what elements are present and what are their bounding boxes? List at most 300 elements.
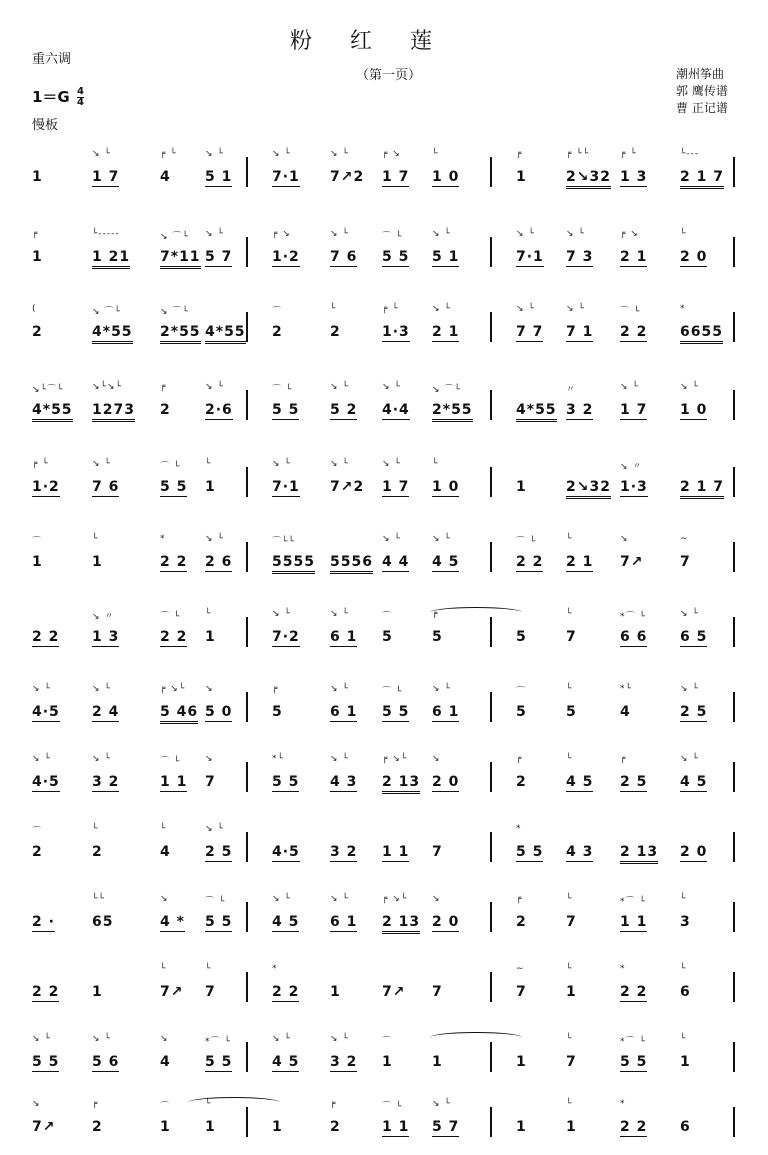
note-beat: 2 — [516, 914, 527, 930]
technique-mark: └ — [566, 1034, 573, 1044]
note-beat: 5 5 — [382, 704, 410, 720]
note-beat: 4*55 — [205, 324, 246, 344]
note-beat: 7 6 — [330, 249, 358, 265]
technique-mark: ↘ 〃 — [92, 612, 115, 622]
technique-mark: ↘ └ — [205, 149, 224, 159]
technique-mark: *└ — [620, 684, 632, 694]
technique-mark: * — [620, 964, 626, 974]
note-beat: 5 — [432, 629, 443, 645]
technique-mark: └ — [566, 684, 573, 694]
note-beat: 1 — [92, 984, 103, 1000]
bar-line — [490, 390, 492, 420]
technique-mark: *⌒ └ — [620, 897, 646, 907]
technique-mark: ↘ — [160, 1034, 169, 1044]
bar-line — [733, 972, 735, 1002]
tie-arc — [430, 607, 522, 618]
note-beat: 1 0 — [680, 402, 708, 418]
mode-label: 重六调 — [32, 52, 72, 67]
note-beat: 2 13 — [382, 774, 420, 794]
note-beat: 4·4 — [382, 402, 410, 418]
note-beat: 2 2 — [272, 984, 300, 1000]
technique-mark: ↘ └ — [272, 894, 291, 904]
bar-line — [490, 617, 492, 647]
note-beat: 2 2 — [620, 1119, 648, 1135]
note-beat: 2↘32 — [566, 479, 611, 499]
note-beat: 5 5 — [516, 844, 544, 860]
note-beat: 7 — [566, 629, 577, 645]
technique-mark: * — [516, 824, 522, 834]
technique-mark: ╒ — [516, 149, 523, 159]
note-beat: 1 21 — [92, 249, 130, 269]
note-beat: 7↗ — [620, 554, 644, 570]
note-beat: 2 4 — [92, 704, 120, 720]
note-beat: 2 — [92, 844, 103, 860]
technique-mark: └ — [680, 229, 687, 239]
time-sig-den: 4 — [76, 97, 84, 108]
note-beat: 2 13 — [382, 914, 420, 934]
technique-mark: └ — [92, 534, 99, 544]
technique-mark: ╒ └└ — [566, 149, 590, 159]
technique-mark: ╒ — [516, 754, 523, 764]
credit-notator: 曹 正记谱 — [676, 101, 728, 115]
note-beat: 5 5 — [272, 774, 300, 790]
note-beat: 1 — [205, 629, 216, 645]
score-line — [0, 1095, 768, 1155]
key-label: 1＝G — [32, 88, 70, 106]
note-beat: 1·2 — [32, 479, 60, 495]
technique-mark: ↘ └ — [566, 304, 585, 314]
note-beat: 7↗ — [382, 984, 406, 1000]
technique-mark: └ — [680, 964, 687, 974]
note-beat: 5 — [382, 629, 393, 645]
technique-mark: ↘ └ — [680, 382, 699, 392]
bar-line — [246, 617, 248, 647]
bar-line — [246, 832, 248, 862]
note-beat: 7↗2 — [330, 169, 365, 185]
note-beat: 1 — [566, 1119, 577, 1135]
technique-mark: ╒ ↘ — [272, 229, 291, 239]
technique-mark: ↘ └ — [330, 229, 349, 239]
technique-mark: ↘ 〃 — [620, 462, 643, 472]
technique-mark: ↘ — [205, 684, 214, 694]
technique-mark: └ — [205, 1099, 212, 1109]
technique-mark: ╒ └ — [382, 304, 399, 314]
technique-mark: ↘ — [620, 534, 629, 544]
note-beat: 2 — [92, 1119, 103, 1135]
note-beat: 1273 — [92, 402, 135, 422]
note-beat: 1 3 — [620, 169, 648, 185]
score-title: 粉红莲 — [290, 29, 471, 54]
technique-mark: ↘ └ — [205, 382, 224, 392]
technique-mark: ⌒ └ — [272, 385, 293, 395]
technique-mark: ↘ └ — [330, 459, 349, 469]
technique-mark: ↘ └ — [680, 609, 699, 619]
note-beat: 1 7 — [382, 479, 410, 495]
technique-mark: ↘ — [205, 754, 214, 764]
note-beat: 2 13 — [620, 844, 658, 864]
score-line — [0, 378, 768, 438]
score-line — [0, 820, 768, 880]
technique-mark: ⌒ └ — [160, 612, 181, 622]
note-beat: 6655 — [680, 324, 723, 344]
note-beat: 1 — [680, 1054, 691, 1070]
note-beat: 6 1 — [330, 914, 358, 930]
note-beat: 2 0 — [680, 249, 708, 265]
technique-mark: 〃 — [566, 385, 577, 395]
bar-line — [733, 762, 735, 792]
technique-mark: └ — [205, 609, 212, 619]
technique-mark: └--- — [680, 149, 700, 159]
technique-mark: ↘ └ — [330, 684, 349, 694]
technique-mark: ↘ └ — [272, 1034, 291, 1044]
note-beat: 5 5 — [32, 1054, 60, 1070]
note-beat: 7 — [566, 914, 577, 930]
note-beat: 7·1 — [272, 479, 300, 495]
technique-mark: ⌒ — [272, 307, 283, 317]
note-beat: 5 2 — [330, 402, 358, 418]
technique-mark: * — [620, 1099, 626, 1109]
note-beat: 7 3 — [566, 249, 594, 265]
bar-line — [733, 1107, 735, 1137]
note-beat: 2*55 — [432, 402, 473, 422]
note-beat: 1 1 — [382, 1119, 410, 1135]
technique-mark: ↘ └ — [330, 1034, 349, 1044]
time-sig-num: 4 — [76, 86, 84, 97]
technique-mark: ╒ ↘ — [620, 229, 639, 239]
technique-mark: └ — [680, 1034, 687, 1044]
bar-line — [490, 312, 492, 342]
note-beat: 7↗ — [32, 1119, 56, 1135]
credit-transmitter: 郭 鹰传谱 — [676, 84, 728, 98]
note-beat: 1·3 — [382, 324, 410, 340]
technique-mark: ╒ — [160, 382, 167, 392]
note-beat: 2 0 — [680, 844, 708, 860]
score-line — [0, 225, 768, 285]
note-beat: 7 — [432, 984, 443, 1000]
bar-line — [246, 237, 248, 267]
bar-line — [246, 312, 248, 342]
score-line — [0, 300, 768, 360]
note-beat: 5 5 — [205, 914, 233, 930]
bar-line — [246, 902, 248, 932]
note-beat: 7 — [566, 1054, 577, 1070]
technique-mark: └----- — [92, 229, 120, 239]
bar-line — [733, 390, 735, 420]
note-beat: 2 6 — [205, 554, 233, 570]
technique-mark: ↘ └ — [432, 304, 451, 314]
technique-mark: ╒ └ — [620, 149, 637, 159]
bar-line — [490, 692, 492, 722]
score-line — [0, 530, 768, 590]
bar-line — [246, 692, 248, 722]
technique-mark: ↘ — [160, 894, 169, 904]
bar-line — [733, 312, 735, 342]
technique-mark: ↘ — [32, 1099, 41, 1109]
note-beat: 1 7 — [92, 169, 120, 185]
tie-arc — [188, 1097, 280, 1108]
technique-mark: ╒ — [92, 1099, 99, 1109]
note-beat: 5 5 — [382, 249, 410, 265]
technique-mark: *⌒ └ — [205, 1037, 231, 1047]
note-beat: 2 2 — [620, 984, 648, 1000]
note-beat: 4 3 — [330, 774, 358, 790]
technique-mark: └ — [566, 1099, 573, 1109]
bar-line — [733, 157, 735, 187]
note-beat: 2 · — [32, 914, 55, 930]
technique-mark: ↘ └ — [516, 304, 535, 314]
technique-mark: ↘ └ — [330, 609, 349, 619]
note-beat: 4 — [160, 844, 171, 860]
bar-line — [246, 157, 248, 187]
note-beat: 65 — [92, 914, 114, 930]
tempo-label: 慢板 — [32, 118, 59, 133]
note-beat: 5 6 — [92, 1054, 120, 1070]
technique-mark: ↘ └ — [205, 534, 224, 544]
note-beat: 4 — [620, 704, 631, 720]
note-beat: 5 — [272, 704, 283, 720]
technique-mark: └ — [680, 894, 687, 904]
technique-mark: ↘ ⌒└ — [160, 232, 189, 242]
technique-mark: └ — [566, 609, 573, 619]
note-beat: 6 1 — [432, 704, 460, 720]
technique-mark: ↘ └ — [205, 229, 224, 239]
technique-mark: ╒ — [32, 229, 39, 239]
note-beat: 6 — [680, 984, 691, 1000]
technique-mark: ↘ └ — [516, 229, 535, 239]
bar-line — [733, 542, 735, 572]
technique-mark: ╒ — [620, 754, 627, 764]
note-beat: 1 1 — [160, 774, 188, 790]
note-beat: 2 — [272, 324, 283, 340]
note-beat: 2 1 — [566, 554, 594, 570]
technique-mark: └└ — [92, 894, 105, 904]
technique-mark: ⌒└└ — [272, 537, 295, 547]
note-beat: 2 — [32, 324, 43, 340]
bar-line — [733, 237, 735, 267]
note-beat: 4 3 — [566, 844, 594, 860]
note-beat: 2 2 — [32, 629, 60, 645]
note-beat: 2↘32 — [566, 169, 611, 189]
note-beat: 3 2 — [92, 774, 120, 790]
note-beat: 5 5 — [205, 1054, 233, 1070]
note-beat: 2 2 — [160, 554, 188, 570]
note-beat: 4 5 — [680, 774, 708, 790]
note-beat: 2 — [516, 774, 527, 790]
note-beat: 2 — [32, 844, 43, 860]
note-beat: 1 1 — [382, 844, 410, 860]
time-signature — [77, 87, 84, 108]
technique-mark: ↘ └ — [92, 684, 111, 694]
note-beat: 4*55 — [32, 402, 73, 422]
note-beat: 1 — [566, 984, 577, 1000]
technique-mark: ╒ — [330, 1099, 337, 1109]
note-beat: 7·2 — [272, 629, 300, 645]
technique-mark: ⌒ └ — [382, 1102, 403, 1112]
note-beat: 6 — [680, 1119, 691, 1135]
bar-line — [490, 237, 492, 267]
note-beat: 2 — [330, 324, 341, 340]
note-beat: 1 — [32, 169, 43, 185]
technique-mark: ↘ └ — [330, 149, 349, 159]
note-beat: 1 — [516, 1119, 527, 1135]
technique-mark: ↘ └ — [32, 754, 51, 764]
technique-mark: ╒ ↘└ — [382, 754, 408, 764]
note-beat: 2 1 7 — [680, 479, 724, 499]
technique-mark: ↘ ⌒└ — [160, 307, 189, 317]
note-beat: 5 7 — [432, 1119, 460, 1135]
note-beat: 3 2 — [566, 402, 594, 418]
note-beat: 1 — [160, 1119, 171, 1135]
note-beat: 4 * — [160, 914, 185, 930]
note-beat: 1 — [92, 554, 103, 570]
note-beat: 5556 — [330, 554, 373, 574]
note-beat: 1 — [272, 1119, 283, 1135]
note-beat: 2 1 — [432, 324, 460, 340]
technique-mark: ↘ └ — [330, 754, 349, 764]
technique-mark: └ — [566, 534, 573, 544]
bar-line — [246, 972, 248, 1002]
note-beat: 2 2 — [32, 984, 60, 1000]
note-beat: 5 — [516, 629, 527, 645]
note-beat: 7*11 — [160, 249, 201, 269]
note-beat: 4 4 — [382, 554, 410, 570]
technique-mark: ⌒ — [382, 1037, 393, 1047]
technique-mark: *⌒ └ — [620, 1037, 646, 1047]
note-beat: 7·1 — [272, 169, 300, 185]
technique-mark: *⌒ └ — [620, 612, 646, 622]
score-line — [0, 1030, 768, 1090]
technique-mark: ↘ └ — [32, 684, 51, 694]
technique-mark: ↘ └ — [432, 1099, 451, 1109]
note-beat: 5 — [516, 704, 527, 720]
technique-mark: ↘ └ — [205, 824, 224, 834]
technique-mark: ⌒ └ — [382, 687, 403, 697]
technique-mark: ↘ — [432, 894, 441, 904]
note-beat: 6 1 — [330, 704, 358, 720]
technique-mark: ╒ ↘ — [382, 149, 401, 159]
note-beat: 4 5 — [566, 774, 594, 790]
bar-line — [246, 1042, 248, 1072]
bar-line — [490, 157, 492, 187]
technique-mark: ↘ └ — [432, 684, 451, 694]
note-beat: 2 2 — [160, 629, 188, 645]
score-line — [0, 455, 768, 515]
note-beat: 6 1 — [330, 629, 358, 645]
technique-mark: ╒ └ — [160, 149, 177, 159]
note-beat: 5 7 — [205, 249, 233, 265]
note-beat: 1·3 — [620, 479, 648, 495]
score-line — [0, 960, 768, 1020]
tie-arc — [430, 1032, 522, 1043]
note-beat: 5555 — [272, 554, 315, 574]
bar-line — [733, 467, 735, 497]
technique-mark: ╒ — [432, 609, 439, 619]
note-beat: 7 — [680, 554, 691, 570]
technique-mark: ↘ └ — [566, 229, 585, 239]
technique-mark: ↘ — [432, 754, 441, 764]
note-beat: 2 5 — [680, 704, 708, 720]
note-beat: 4*55 — [92, 324, 133, 344]
technique-mark: └ — [160, 824, 167, 834]
note-beat: 4 — [160, 169, 171, 185]
note-beat: 1 — [432, 1054, 443, 1070]
technique-mark: ⌒ └ — [620, 307, 641, 317]
technique-mark: ╒ └ — [32, 459, 49, 469]
bar-line — [246, 1107, 248, 1137]
key-signature — [32, 86, 84, 108]
note-beat: 7↗ — [160, 984, 184, 1000]
note-beat: 2 — [330, 1119, 341, 1135]
technique-mark: └ — [566, 964, 573, 974]
technique-mark: ( — [32, 304, 37, 314]
bar-line — [246, 390, 248, 420]
note-beat: 2 1 7 — [680, 169, 724, 189]
technique-mark: ↘ └ — [92, 459, 111, 469]
technique-mark: ↘ └ — [382, 459, 401, 469]
technique-mark: └ — [92, 824, 99, 834]
note-beat: 5 1 — [432, 249, 460, 265]
note-beat: 6 5 — [680, 629, 708, 645]
note-beat: 1 1 — [620, 914, 648, 930]
note-beat: 2 0 — [432, 914, 460, 930]
note-beat: 1 — [516, 169, 527, 185]
technique-mark: ↘ └ — [32, 1034, 51, 1044]
technique-mark: └ — [330, 304, 337, 314]
page-note: （第一页） — [356, 68, 422, 83]
note-beat: 5 0 — [205, 704, 233, 720]
score-line — [0, 890, 768, 950]
note-beat: 1 — [382, 1054, 393, 1070]
note-beat: 2 1 — [620, 249, 648, 265]
note-beat: 4 5 — [432, 554, 460, 570]
note-beat: 6 6 — [620, 629, 648, 645]
bar-line — [490, 1042, 492, 1072]
bar-line — [246, 542, 248, 572]
technique-mark: ∼ — [680, 534, 689, 544]
technique-mark: ↘ └ — [92, 149, 111, 159]
bar-line — [733, 617, 735, 647]
note-beat: 1 — [32, 249, 43, 265]
note-beat: 2·6 — [205, 402, 233, 418]
note-beat: 1 — [330, 984, 341, 1000]
technique-mark: * — [160, 534, 166, 544]
bar-line — [733, 1042, 735, 1072]
technique-mark: ↘ └ — [620, 382, 639, 392]
note-beat: 1 — [516, 1054, 527, 1070]
note-beat: 7 — [205, 984, 216, 1000]
note-beat: 5 1 — [205, 169, 233, 185]
note-beat: 1 — [516, 479, 527, 495]
note-beat: 7 — [205, 774, 216, 790]
technique-mark: ∼ — [516, 964, 525, 974]
note-beat: 2 — [160, 402, 171, 418]
technique-mark: └ — [160, 964, 167, 974]
technique-mark: ↘ └ — [680, 754, 699, 764]
bar-line — [490, 1107, 492, 1137]
note-beat: 1 7 — [382, 169, 410, 185]
technique-mark: ⌒ └ — [160, 757, 181, 767]
technique-mark: ↘└⌒└ — [32, 385, 64, 395]
technique-mark: ╒ ↘└ — [160, 684, 186, 694]
score-line — [0, 605, 768, 665]
technique-mark: ↘ └ — [92, 754, 111, 764]
note-beat: 1 7 — [620, 402, 648, 418]
bar-line — [490, 762, 492, 792]
technique-mark: └ — [205, 459, 212, 469]
note-beat: 2 2 — [516, 554, 544, 570]
technique-mark: ⌒ └ — [516, 537, 537, 547]
note-beat: 4*55 — [516, 402, 557, 422]
